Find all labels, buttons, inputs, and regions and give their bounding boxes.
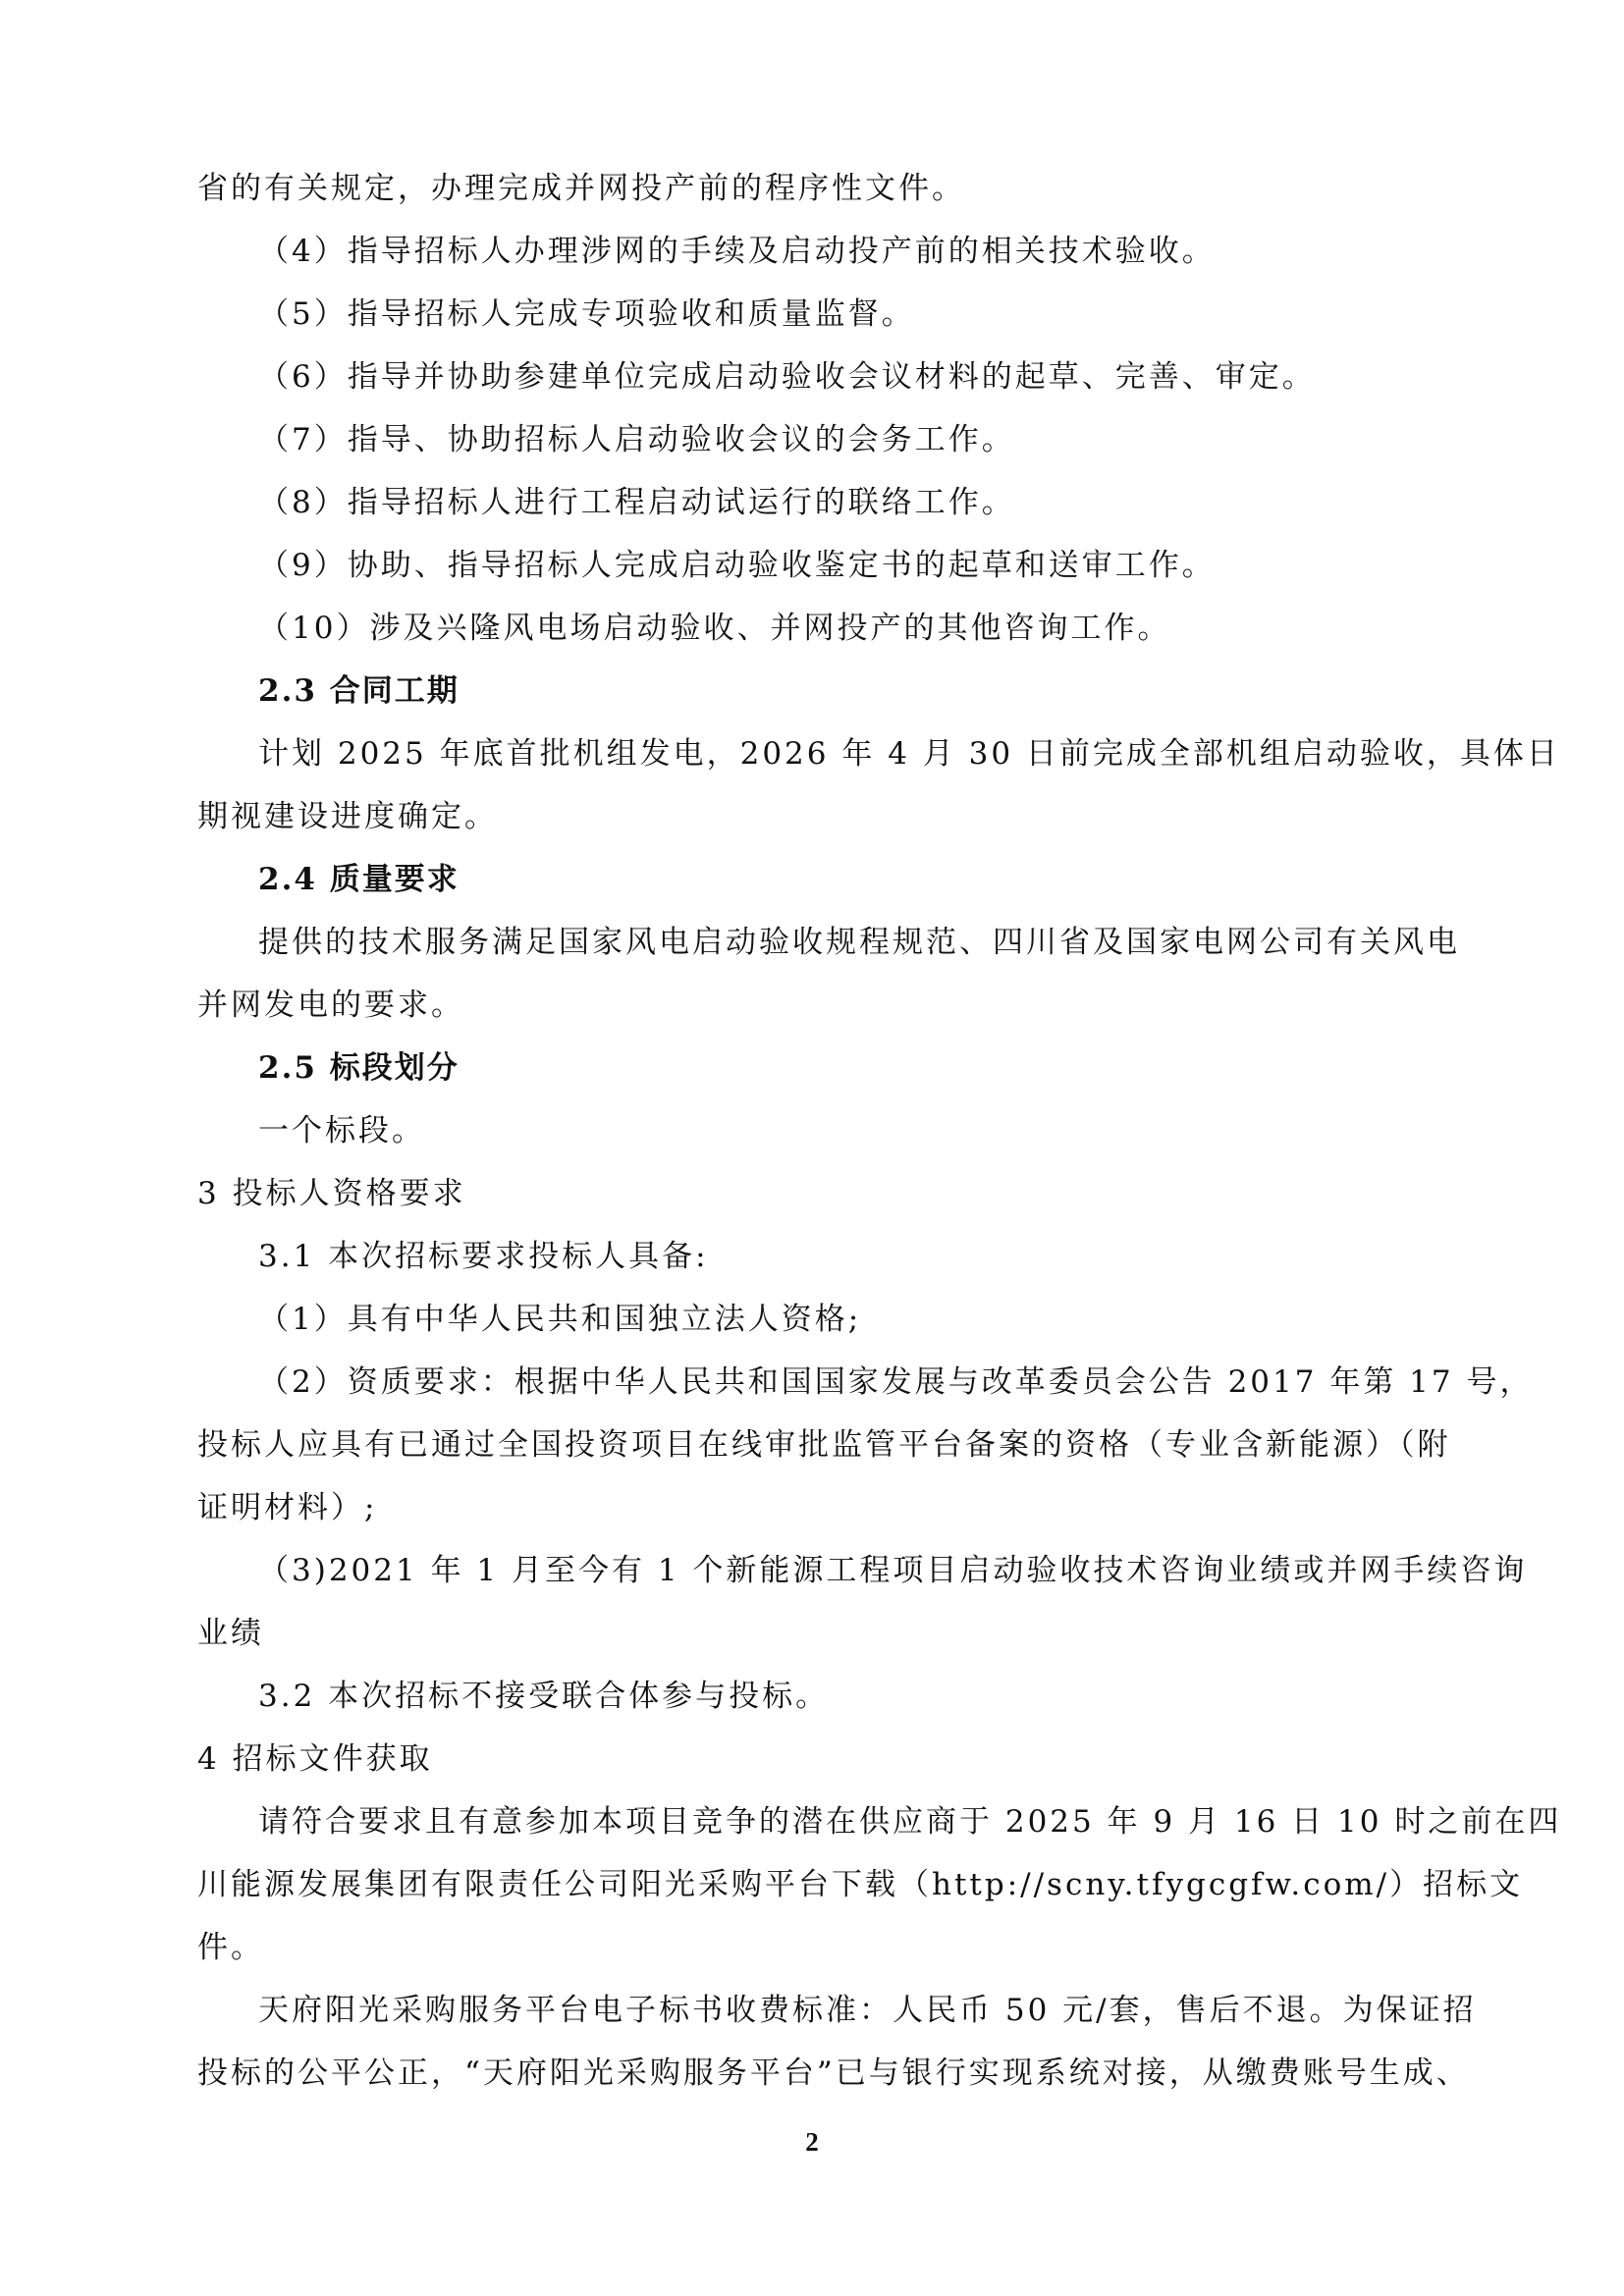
paragraph-line: 3.2 本次招标不接受联合体参与投标。 (258, 1679, 830, 1714)
paragraph-line: （9）协助、指导招标人完成启动验收鉴定书的起草和送审工作。 (258, 548, 1216, 583)
section-heading: 2.5 标段划分 (258, 1050, 460, 1086)
paragraph-line: （7）指导、协助招标人启动验收会议的会务工作。 (258, 422, 1015, 457)
section-heading: 4 招标文件获取 (197, 1741, 433, 1777)
paragraph-line: 投标人应具有已通过全国投资项目在线审批监管平台备案的资格（专业含新能源）（附 (197, 1427, 1451, 1463)
paragraph-line: （3)2021 年 1 月至今有 1 个新能源工程项目启动验收技术咨询业绩或并网手续咨询 (258, 1553, 1528, 1588)
section-heading: 2.4 质量要求 (258, 862, 460, 897)
paragraph-line: 3.1 本次招标要求投标人具备: (258, 1239, 709, 1274)
paragraph-line: 件。 (197, 1930, 264, 1965)
section-heading: 2.3 合同工期 (258, 673, 460, 709)
paragraph-line: （2）资质要求：根据中华人民共和国国家发展与改革委员会公告 2017 年第 17 号， (258, 1364, 1534, 1400)
paragraph-line: 并网发电的要求。 (197, 988, 464, 1023)
paragraph-line: 期视建设进度确定。 (197, 799, 498, 834)
paragraph-line: （4）指导招标人办理涉网的手续及启动投产前的相关技术验收。 (258, 234, 1216, 269)
paragraph-line: （10）涉及兴隆风电场启动验收、并网投产的其他咨询工作。 (258, 611, 1171, 646)
paragraph-line: 省的有关规定，办理完成并网投产前的程序性文件。 (197, 171, 965, 206)
paragraph-line: 请符合要求且有意参加本项目竞争的潜在供应商于 2025 年 9 月 16 日 10 时之前在四 (258, 1804, 1562, 1840)
paragraph-line: 提供的技术服务满足国家风电启动验收规程规范、四川省及国家电网公司有关风电 (258, 925, 1460, 960)
page-number: 2 (805, 2127, 819, 2157)
paragraph-line: 投标的公平公正，“天府阳光采购服务平台”已与银行实现系统对接，从缴费账号生成、 (197, 2056, 1470, 2091)
paragraph-line: 业绩 (197, 1616, 264, 1651)
paragraph-line: 证明材料）; (197, 1490, 378, 1525)
paragraph-line: （1）具有中华人民共和国独立法人资格; (258, 1302, 862, 1337)
section-heading: 3 投标人资格要求 (197, 1176, 466, 1211)
paragraph-line: （5）指导招标人完成专项验收和质量监督。 (258, 296, 915, 332)
paragraph-line: 天府阳光采购服务平台电子标书收费标准：人民币 50 元/套，售后不退。为保证招 (258, 1993, 1477, 2028)
document-body (197, 157, 1562, 2105)
paragraph-line: 川能源发展集团有限责任公司阳光采购平台下载（http://scny.tfygcgfw.com/）招标文 (197, 1867, 1524, 1902)
paragraph-line: （6）指导并协助参建单位完成启动验收会议材料的起草、完善、审定。 (258, 359, 1316, 395)
paragraph-line: 计划 2025 年底首批机组发电，2026 年 4 月 30 日前完成全部机组启动验收，具体日 (258, 736, 1560, 772)
paragraph-line: 一个标段。 (258, 1113, 425, 1148)
paragraph-line: （8）指导招标人进行工程启动试运行的联络工作。 (258, 485, 1015, 520)
